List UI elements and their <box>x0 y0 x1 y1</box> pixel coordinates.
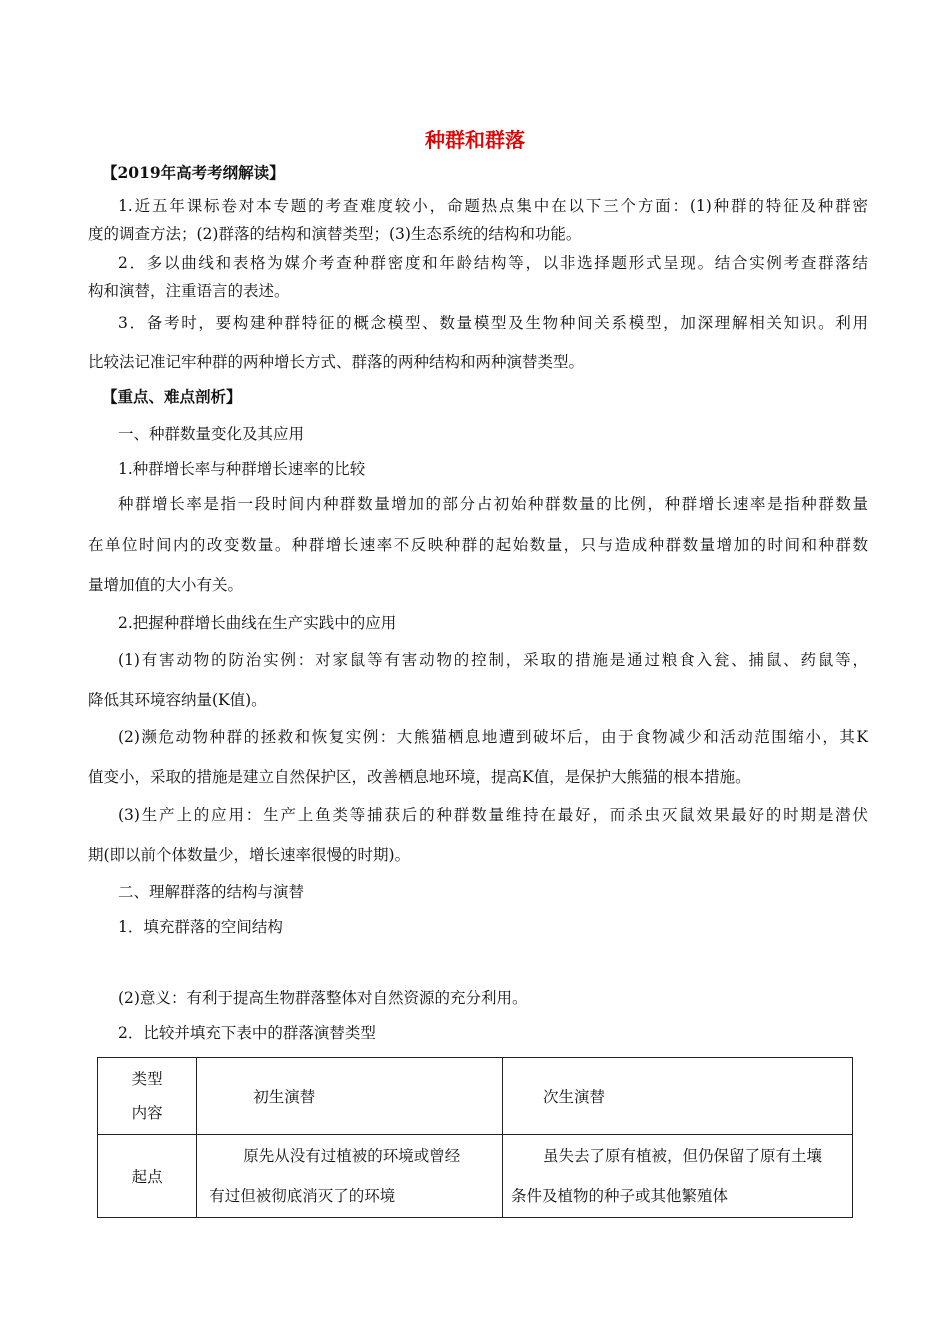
header-secondary-label: 次生演替 <box>542 1088 605 1106</box>
secondary-start-line-2: 条件及植物的种子或其他繁殖体 <box>510 1187 728 1205</box>
exam-point-3-line-1: 3．备考时，要构建种群特征的概念模型、数量模型及生物种间关系模型，加深理解相关知识。利用 <box>118 314 868 332</box>
table-header-row <box>98 1058 853 1135</box>
primary-start-cell <box>197 1135 503 1218</box>
header-content-label: 内容 <box>131 1104 163 1122</box>
part2-sub2: 2．比较并填充下表中的群落演替类型 <box>118 1024 376 1042</box>
header-type-content-cell <box>98 1058 197 1135</box>
section-exam-heading: 【2019年高考考纲解读】 <box>102 163 285 182</box>
header-primary-cell <box>197 1058 503 1135</box>
exam-point-1-line-1: 1.近五年课标卷对本专题的考查难度较小，命题热点集中在以下三个方面：(1)种群的特征及种群密 <box>118 197 868 215</box>
part1-item1-line-1: (1)有害动物的防治实例：对家鼠等有害动物的控制，采取的措施是通过粮食入瓮、捕鼠、药鼠等， <box>118 651 868 669</box>
part1-item3-line-2: 期(即以前个体数量少，增长速率很慢的时期)。 <box>88 846 411 864</box>
header-secondary-cell <box>502 1058 852 1135</box>
part1-sub1-text-1: 种群增长率是指一段时间内种群数量增加的部分占初始种群数量的比例，种群增长速率是指种群数量 <box>118 495 868 513</box>
header-primary-label: 初生演替 <box>253 1088 316 1106</box>
section-key-heading: 【重点、难点剖析】 <box>102 387 242 406</box>
secondary-start-cell <box>502 1135 852 1218</box>
header-type-label: 类型 <box>131 1070 163 1088</box>
part2-heading: 二、理解群落的结构与演替 <box>118 883 305 901</box>
row-label-cell <box>98 1135 197 1218</box>
row-label: 起点 <box>131 1168 163 1186</box>
part1-item3-line-1: (3)生产上的应用：生产上鱼类等捕获后的种群数量维持在最好，而杀虫灭鼠效果最好的时期是潜伏 <box>118 806 868 824</box>
exam-point-2-line-1: 2．多以曲线和表格为媒介考查种群密度和年龄结构等，以非选择题形式呈现。结合实例考查群落结 <box>118 254 868 272</box>
primary-start-line-2: 有过但被彻底消灭了的环境 <box>209 1187 396 1205</box>
exam-point-1-line-2: 度的调查方法；(2)群落的结构和演替类型；(3)生态系统的结构和功能。 <box>88 225 582 243</box>
page-title: 种群和群落 <box>425 128 525 152</box>
part1-item2-line-1: (2)濒危动物种群的拯救和恢复实例：大熊猫栖息地遭到破坏后，由于食物减少和活动范围缩小，其K <box>118 728 868 746</box>
exam-point-3-line-2: 比较法记准记牢种群的两种增长方式、群落的两种结构和两种演替类型。 <box>88 353 585 371</box>
succession-table <box>97 1057 853 1218</box>
part1-sub1-text-3: 量增加值的大小有关。 <box>88 576 244 594</box>
part2-sub1: 1．填充群落的空间结构 <box>118 918 283 936</box>
table-row <box>98 1135 853 1218</box>
part1-sub2: 2.把握种群增长曲线在生产实践中的应用 <box>118 614 397 632</box>
exam-point-2-line-2: 构和演替，注重语言的表述。 <box>88 282 290 300</box>
secondary-start-line-1: 虽失去了原有植被，但仍保留了原有土壤 <box>542 1147 822 1165</box>
part1-item1-line-2: 降低其环境容纳量(K值)。 <box>88 691 267 709</box>
part1-sub1-text-2: 在单位时间内的改变数量。种群增长速率不反映种群的起始数量，只与造成种群数量增加的时间和种群数 <box>88 536 868 554</box>
part1-item2-line-2: 值变小，采取的措施是建立自然保护区，改善栖息地环境，提高K值，是保护大熊猫的根本措施。 <box>88 768 751 786</box>
part1-heading: 一、种群数量变化及其应用 <box>118 425 305 443</box>
part2-meaning: (2)意义：有利于提高生物群落整体对自然资源的充分利用。 <box>118 989 528 1007</box>
primary-start-line-1: 原先从没有过植被的环境或曾经 <box>243 1147 461 1165</box>
part1-sub1: 1.种群增长率与种群增长速率的比较 <box>118 460 366 478</box>
